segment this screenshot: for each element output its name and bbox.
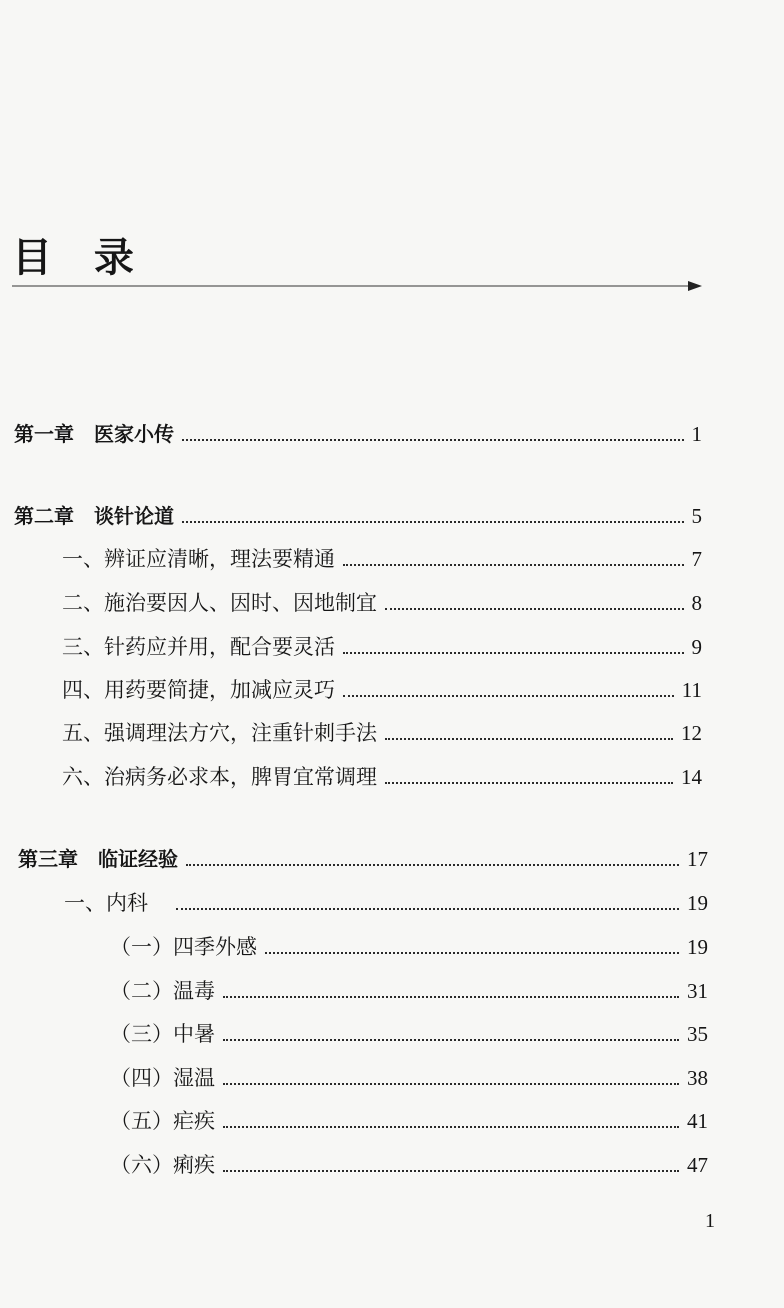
toc-subsection-label: （六）痢疾: [110, 1153, 215, 1177]
toc-page-number: 8: [691, 591, 702, 615]
toc-leader-dots: [385, 607, 684, 610]
toc-page-number: 12: [681, 721, 702, 745]
toc-entry-subsection[interactable]: [110, 1024, 708, 1045]
toc-leader-dots: [223, 1125, 679, 1128]
toc-chapter-label: 第一章 医家小传: [14, 422, 174, 446]
toc-entry-section[interactable]: [64, 893, 708, 914]
toc-entry-subsection[interactable]: [110, 981, 708, 1002]
toc-section-label: 二、施治要因人、因时、因地制宜: [62, 591, 377, 615]
toc-subsection-label: （三）中暑: [110, 1022, 215, 1046]
toc-entry-subsection[interactable]: [110, 1068, 708, 1089]
toc-entry-subsection[interactable]: [110, 1155, 708, 1176]
toc-section-label: 一、辨证应清晰，理法要精通: [62, 547, 335, 571]
toc-subsection-label: （五）疟疾: [110, 1109, 215, 1133]
toc-page-number: 38: [687, 1066, 708, 1090]
toc-entry-section[interactable]: [62, 680, 702, 701]
toc-leader-dots: [223, 1038, 679, 1041]
toc-chapter-label: 第二章 谈针论道: [14, 504, 174, 528]
toc-leader-dots: [186, 863, 679, 866]
toc-leader-dots: [176, 907, 679, 910]
toc-subsection-label: （二）温毒: [110, 979, 215, 1003]
toc-leader-dots: [385, 737, 673, 740]
toc-page-number: 17: [687, 847, 708, 871]
toc-page-number: 19: [687, 891, 708, 915]
toc-section-label: 五、强调理法方穴，注重针刺手法: [62, 721, 377, 745]
toc-page-number: 35: [687, 1022, 708, 1046]
toc-leader-dots: [223, 1169, 679, 1172]
toc-entry-section[interactable]: [62, 723, 702, 744]
toc-page-number: 7: [691, 547, 702, 571]
toc-section-label: 一、内科: [64, 891, 148, 915]
toc-leader-dots: [182, 520, 684, 523]
toc-leader-dots: [343, 651, 684, 654]
toc-page-number: 41: [687, 1109, 708, 1133]
toc-page-number: 5: [691, 504, 702, 528]
toc-section-label: 六、治病务必求本，脾胃宜常调理: [62, 765, 377, 789]
toc-section-label: 三、针药应并用，配合要灵活: [62, 635, 335, 659]
page-number-footer: 1: [705, 1210, 715, 1232]
toc-entry-section[interactable]: [62, 593, 702, 614]
toc-page-number: 1: [691, 422, 702, 446]
toc-leader-dots: [223, 995, 679, 998]
toc-entry-section[interactable]: [62, 549, 702, 570]
toc-leader-dots: [385, 781, 673, 784]
toc-page-number: 47: [687, 1153, 708, 1177]
toc-leader-dots: [223, 1082, 679, 1085]
toc-subsection-label: （四）湿温: [110, 1066, 215, 1090]
toc-entry-chapter-1[interactable]: [14, 424, 702, 445]
toc-entry-chapter-2[interactable]: [14, 506, 702, 527]
toc-page-number: 14: [681, 765, 702, 789]
toc-entry-chapter-3[interactable]: [18, 849, 708, 870]
toc-page-number: 31: [687, 979, 708, 1003]
toc-leader-dots: [265, 951, 679, 954]
toc-leader-dots: [182, 438, 684, 441]
title-arrow-rule: [12, 280, 702, 292]
toc-page-number: 9: [691, 635, 702, 659]
toc-subsection-label: （一）四季外感: [110, 935, 257, 959]
toc-section-label: 四、用药要简捷，加减应灵巧: [62, 678, 335, 702]
toc-entry-subsection[interactable]: [110, 1111, 708, 1132]
toc-page-number: 11: [681, 678, 702, 702]
toc-entry-subsection[interactable]: [110, 937, 708, 958]
toc-chapter-label: 第三章 临证经验: [18, 847, 178, 871]
toc-page-number: 19: [687, 935, 708, 959]
toc-entry-section[interactable]: [62, 767, 702, 788]
page-title: 目 录: [12, 235, 148, 281]
toc-leader-dots: [343, 563, 684, 566]
toc-entry-section[interactable]: [62, 637, 702, 658]
toc-leader-dots: [343, 694, 674, 697]
